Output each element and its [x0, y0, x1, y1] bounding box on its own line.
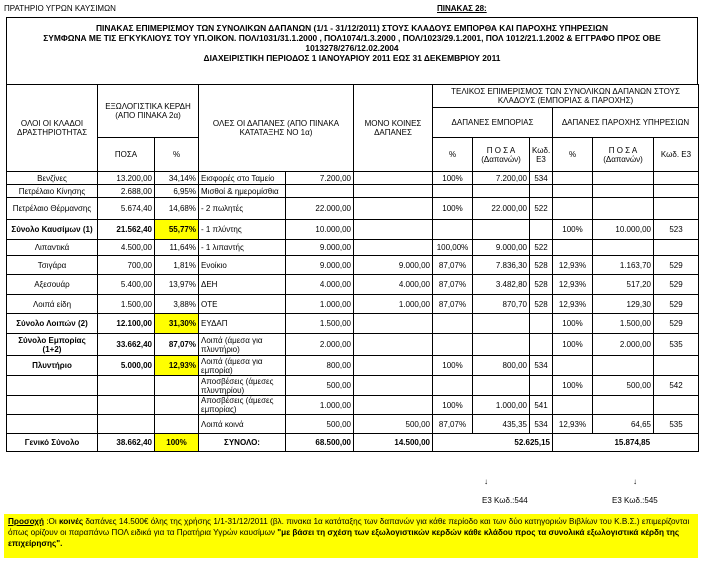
common-amount	[354, 185, 433, 198]
profit-pct: 12,93%	[155, 356, 199, 376]
common-amount: 9.000,00	[354, 256, 433, 275]
trade-pct: 87,07%	[433, 415, 473, 434]
col-final-header: ΤΕΛΙΚΟΣ ΕΠΙΜΕΡΙΣΜΟΣ ΤΩΝ ΣΥΝΟΛΙΚΩΝ ΔΑΠΑΝΩΝ ΣΤΟΥΣ ΚΛΑΔΟΥΣ (ΕΜΠΟΡΙΑΣ & ΠΑΡΟΧΗΣ)	[433, 85, 699, 108]
service-pct	[553, 356, 593, 376]
profit-amount: 5.674,40	[98, 198, 155, 220]
expense-amount: 10.000,00	[286, 220, 354, 240]
expense-amount: 4.000,00	[286, 275, 354, 295]
note-text-1: :Οι	[44, 517, 60, 526]
service-amount: 500,00	[593, 376, 654, 396]
table-row	[7, 198, 699, 220]
trade-amount: 22.000,00	[473, 198, 530, 220]
expense-amount: 22.000,00	[286, 198, 354, 220]
note-bold-1: κοινές	[59, 517, 84, 526]
profit-amount: 5.000,00	[98, 356, 155, 376]
branch-name: Τσιγάρα	[7, 256, 98, 275]
branch-name: Πετρέλαιο Θέρμανσης	[7, 198, 98, 220]
service-pct	[553, 240, 593, 256]
total-service-amount: 15.874,85	[553, 434, 699, 452]
profit-amount: 2.688,00	[98, 185, 155, 198]
trade-code: 528	[530, 275, 553, 295]
title-line-3: ΔΙΑΧΕΙΡΙΣΤΙΚΗ ΠΕΡΙΟΔΟΣ 1 ΙΑΝΟΥΑΡΙΟΥ 2011 ΕΩΣ 31 ΔΕΚΕΜΒΡΙΟΥ 2011	[203, 53, 501, 63]
trade-code	[530, 220, 553, 240]
note-bold-2: "με βάσει τη σχέση των εξωλογιστικών κερδών κάθε κλάδου προς τα συνολικά εξωλογιστικά κέρδη της επιχείρησης".	[8, 528, 680, 548]
table-row	[7, 275, 699, 295]
trade-amount: 7.200,00	[473, 172, 530, 185]
service-pct	[553, 172, 593, 185]
common-amount	[354, 314, 433, 334]
trade-amount	[473, 376, 530, 396]
trade-code: 522	[530, 240, 553, 256]
service-code	[654, 356, 699, 376]
trade-amount	[473, 334, 530, 356]
expense-amount: 1.500,00	[286, 314, 354, 334]
table-row	[7, 220, 699, 240]
note-text-2: δαπάνες 14.500€ όλης της χρήσης 1/1-31/12/2011 (βλ. πινακα 1α κατάταξης των δαπανών για κάθε περίοδο και των δύο κατηγοριών Βιβλίων του Κ.Β.Σ.) επιμερίζονται όπως ορίζουν οι παραπάνω ΠΟΛ ειδικά για τα Πρατήρια Υγρών καυσίμων	[8, 517, 690, 537]
service-amount: 64,65	[593, 415, 654, 434]
trade-code	[530, 376, 553, 396]
common-amount	[354, 334, 433, 356]
profit-pct	[155, 376, 199, 396]
profit-pct: 55,77%	[155, 220, 199, 240]
profit-pct	[155, 415, 199, 434]
col-branches-header: ΟΛΟΙ ΟΙ ΚΛΑΔΟΙ ΔΡΑΣΤΗΡΙΟΤΗΤΑΣ	[7, 85, 98, 172]
expense-name: Λοιπά κοινά	[199, 415, 286, 434]
service-pct: 100%	[553, 376, 593, 396]
profit-pct: 11,64%	[155, 240, 199, 256]
expense-amount: 500,00	[286, 415, 354, 434]
note-lead: Προσοχή	[8, 517, 44, 526]
branch-name	[7, 396, 98, 415]
service-amount: 1.163,70	[593, 256, 654, 275]
service-pct: 12,93%	[553, 256, 593, 275]
profit-pct: 1,81%	[155, 256, 199, 275]
profit-pct: 31,30%	[155, 314, 199, 334]
profit-amount: 5.400,00	[98, 275, 155, 295]
branch-name: Σύνολο Εμπορίας (1+2)	[7, 334, 98, 356]
trade-amount: 3.482,80	[473, 275, 530, 295]
branch-name: Πλυντήριο	[7, 356, 98, 376]
expense-amount: 1.000,00	[286, 295, 354, 314]
profit-amount	[98, 415, 155, 434]
station-header: ΠΡΑΤΗΡΙΟ ΥΓΡΩΝ ΚΑΥΣΙΜΩΝ	[4, 4, 116, 13]
col-profit-amount: ΠΟΣΑ	[98, 138, 155, 172]
col-service-pct: %	[553, 138, 593, 172]
trade-code: 528	[530, 256, 553, 275]
branch-name: Αξεσουάρ	[7, 275, 98, 295]
trade-amount: 1.000,00	[473, 396, 530, 415]
service-code: 535	[654, 334, 699, 356]
expense-name: Μισθοί & ημερομίσθια	[199, 185, 286, 198]
trade-amount: 7.836,30	[473, 256, 530, 275]
trade-pct: 100%	[433, 356, 473, 376]
common-amount	[354, 220, 433, 240]
service-code	[654, 185, 699, 198]
expense-name: Αποσβέσεις (άμεσες πλυντηρίου)	[199, 376, 286, 396]
profit-amount: 12.100,00	[98, 314, 155, 334]
total-expenses-amount: 68.500,00	[286, 434, 354, 452]
branch-name: Σύνολο Λοιπών (2)	[7, 314, 98, 334]
table-title	[6, 17, 698, 85]
trade-arrow-icon: ↓	[484, 477, 488, 486]
attention-note	[4, 514, 698, 558]
service-amount: 10.000,00	[593, 220, 654, 240]
table-row	[7, 256, 699, 275]
trade-code	[530, 314, 553, 334]
expense-name: Αποσβέσεις (άμεσες εμπορίας)	[199, 396, 286, 415]
profit-amount: 13.200,00	[98, 172, 155, 185]
service-pct: 100%	[553, 334, 593, 356]
expense-name: Ενοίκιο	[199, 256, 286, 275]
title-line-1: ΠΙΝΑΚΑΣ ΕΠΙΜΕΡΙΣΜΟΥ ΤΩΝ ΣΥΝΟΛΙΚΩΝ ΔΑΠΑΝΩΝ (1/1 - 31/12/2011) ΣΤΟΥΣ ΚΛΑΔΟΥΣ ΕΜΠΟΡΘΑ ΚΑΙ ΠΑΡΟΧΗΣ ΥΠΗΡΕΣΙΩΝ	[95, 23, 609, 33]
service-pct: 12,93%	[553, 275, 593, 295]
trade-pct	[433, 220, 473, 240]
service-amount: 1.500,00	[593, 314, 654, 334]
service-pct	[553, 198, 593, 220]
service-amount	[593, 185, 654, 198]
trade-amount: 9.000,00	[473, 240, 530, 256]
expense-name: - 1 λιπαντής	[199, 240, 286, 256]
service-code: 529	[654, 314, 699, 334]
trade-pct: 87,07%	[433, 256, 473, 275]
service-amount	[593, 198, 654, 220]
profit-pct: 14,68%	[155, 198, 199, 220]
profit-pct: 34,14%	[155, 172, 199, 185]
branch-name: Πετρέλαιο Κίνησης	[7, 185, 98, 198]
table-row	[7, 376, 699, 396]
trade-pct: 100%	[433, 396, 473, 415]
trade-code: 534	[530, 356, 553, 376]
common-amount	[354, 172, 433, 185]
trade-amount	[473, 185, 530, 198]
trade-code: 534	[530, 172, 553, 185]
profit-amount: 21.562,40	[98, 220, 155, 240]
table-row	[7, 415, 699, 434]
allocation-table	[6, 84, 699, 452]
table-row	[7, 314, 699, 334]
service-code: 523	[654, 220, 699, 240]
trade-code: 522	[530, 198, 553, 220]
table-row	[7, 356, 699, 376]
expense-amount	[286, 185, 354, 198]
service-pct	[553, 185, 593, 198]
service-code: 529	[654, 295, 699, 314]
col-trade-pct: %	[433, 138, 473, 172]
trade-pct	[433, 185, 473, 198]
trade-pct: 100,00%	[433, 240, 473, 256]
common-amount	[354, 376, 433, 396]
expense-name: ΔΕΗ	[199, 275, 286, 295]
trade-pct: 87,07%	[433, 275, 473, 295]
profit-amount	[98, 396, 155, 415]
col-service-code: Κωδ. Ε3	[654, 138, 699, 172]
col-profit-pct: %	[155, 138, 199, 172]
common-amount: 4.000,00	[354, 275, 433, 295]
common-amount	[354, 198, 433, 220]
trade-amount	[473, 220, 530, 240]
table-row	[7, 295, 699, 314]
service-amount	[593, 172, 654, 185]
col-trade-code: Κωδ. Ε3	[530, 138, 553, 172]
profit-pct	[155, 396, 199, 415]
col-trade-header: ΔΑΠΑΝΕΣ ΕΜΠΟΡΙΑΣ	[433, 108, 553, 138]
table-row	[7, 396, 699, 415]
common-amount	[354, 396, 433, 415]
branch-name: Λιπαντικά	[7, 240, 98, 256]
expense-amount: 9.000,00	[286, 256, 354, 275]
expense-name: Εισφορές στο Ταμείο	[199, 172, 286, 185]
service-amount: 517,20	[593, 275, 654, 295]
grand-total-row	[7, 434, 699, 452]
profit-amount: 4.500,00	[98, 240, 155, 256]
total-trade-amount: 52.625,15	[433, 434, 553, 452]
common-amount	[354, 240, 433, 256]
expense-name: Λοιπά (άμεσα για πλυντήριο)	[199, 334, 286, 356]
common-amount: 500,00	[354, 415, 433, 434]
total-expenses-label: ΣΥΝΟΛΟ:	[199, 434, 286, 452]
e3-service-code: Ε3 Κωδ.:545	[612, 496, 658, 505]
service-code: 529	[654, 275, 699, 295]
service-code	[654, 198, 699, 220]
total-label: Γενικό Σύνολο	[7, 434, 98, 452]
table-row	[7, 185, 699, 198]
trade-code	[530, 185, 553, 198]
service-amount: 129,30	[593, 295, 654, 314]
profit-pct: 13,97%	[155, 275, 199, 295]
table-number: ΠΙΝΑΚΑΣ 28:	[437, 4, 487, 13]
profit-amount: 700,00	[98, 256, 155, 275]
trade-code: 534	[530, 415, 553, 434]
profit-amount: 1.500,00	[98, 295, 155, 314]
expense-amount: 7.200,00	[286, 172, 354, 185]
branch-name: Λοιπά είδη	[7, 295, 98, 314]
service-code: 529	[654, 256, 699, 275]
expense-amount: 9.000,00	[286, 240, 354, 256]
total-profit-pct: 100%	[155, 434, 199, 452]
profit-amount	[98, 376, 155, 396]
col-expenses-header: ΟΛΕΣ ΟΙ ΔΑΠΑΝΕΣ (ΑΠΟ ΠΙΝΑΚΑ ΚΑΤΑΤΑΞΗΣ ΝΟ 1α)	[199, 85, 354, 172]
table-row	[7, 334, 699, 356]
col-service-header: ΔΑΠΑΝΕΣ ΠΑΡΟΧΗΣ ΥΠΗΡΕΣΙΩΝ	[553, 108, 699, 138]
trade-pct	[433, 334, 473, 356]
expense-name: ΟΤΕ	[199, 295, 286, 314]
common-amount: 1.000,00	[354, 295, 433, 314]
service-amount: 2.000,00	[593, 334, 654, 356]
service-amount	[593, 396, 654, 415]
expense-name: - 2 πωλητές	[199, 198, 286, 220]
trade-code	[530, 334, 553, 356]
trade-pct: 100%	[433, 198, 473, 220]
expense-amount: 2.000,00	[286, 334, 354, 356]
expense-name: Λοιπά (άμεσα για εμπορία)	[199, 356, 286, 376]
service-pct: 12,93%	[553, 415, 593, 434]
trade-amount: 870,70	[473, 295, 530, 314]
branch-name: Βενζίνες	[7, 172, 98, 185]
branch-name	[7, 376, 98, 396]
col-profit-header: ΕΞΩΛΟΓΙΣΤΙΚΑ ΚΕΡΔΗ (ΑΠΟ ΠΙΝΑΚΑ 2α)	[98, 85, 199, 138]
trade-pct: 87,07%	[433, 295, 473, 314]
service-pct: 12,93%	[553, 295, 593, 314]
col-common-header: ΜΟΝΟ ΚΟΙΝΕΣ ΔΑΠΑΝΕΣ	[354, 85, 433, 172]
expense-amount: 800,00	[286, 356, 354, 376]
trade-pct: 100%	[433, 172, 473, 185]
total-common-amount: 14.500,00	[354, 434, 433, 452]
table-row	[7, 240, 699, 256]
service-code: 535	[654, 415, 699, 434]
common-amount	[354, 356, 433, 376]
expense-name: - 1 πλύντης	[199, 220, 286, 240]
branch-name: Σύνολο Καυσίμων (1)	[7, 220, 98, 240]
service-code: 542	[654, 376, 699, 396]
service-arrow-icon: ↓	[633, 477, 637, 486]
table-row	[7, 172, 699, 185]
expense-amount: 500,00	[286, 376, 354, 396]
profit-pct: 87,07%	[155, 334, 199, 356]
total-profit-amount: 38.662,40	[98, 434, 155, 452]
service-pct	[553, 396, 593, 415]
service-amount	[593, 356, 654, 376]
service-code	[654, 172, 699, 185]
col-trade-amount: Π Ο Σ Α (Δαπανών)	[473, 138, 530, 172]
service-pct: 100%	[553, 220, 593, 240]
service-code	[654, 240, 699, 256]
trade-amount	[473, 314, 530, 334]
service-code	[654, 396, 699, 415]
title-line-2: ΣΥΜΦΩΝΑ ΜΕ ΤΙΣ ΕΓΚΥΚΛΙΟΥΣ ΤΟΥ ΥΠ.ΟΙΚΟΝ. ΠΟΛ/1031/31.1.2000 , ΠΟΛ1074/1.3.2000 , ΠΟΛ/1023/29.1.2001, ΠΟΛ 1012/21.1.2002 & ΕΓΓΡΑΦΟ ΠΡΟΣ ΟΒΕ 1013278/276/12.02.2004	[43, 33, 661, 53]
trade-pct	[433, 376, 473, 396]
expense-name: ΕΥΔΑΠ	[199, 314, 286, 334]
trade-code: 528	[530, 295, 553, 314]
trade-amount: 435,35	[473, 415, 530, 434]
profit-amount: 33.662,40	[98, 334, 155, 356]
service-pct: 100%	[553, 314, 593, 334]
trade-code: 541	[530, 396, 553, 415]
branch-name	[7, 415, 98, 434]
col-service-amount: Π Ο Σ Α (Δαπανών)	[593, 138, 654, 172]
profit-pct: 3,88%	[155, 295, 199, 314]
trade-pct	[433, 314, 473, 334]
expense-amount: 1.000,00	[286, 396, 354, 415]
e3-trade-code: Ε3 Κωδ.:544	[482, 496, 528, 505]
profit-pct: 6,95%	[155, 185, 199, 198]
trade-amount: 800,00	[473, 356, 530, 376]
service-amount	[593, 240, 654, 256]
